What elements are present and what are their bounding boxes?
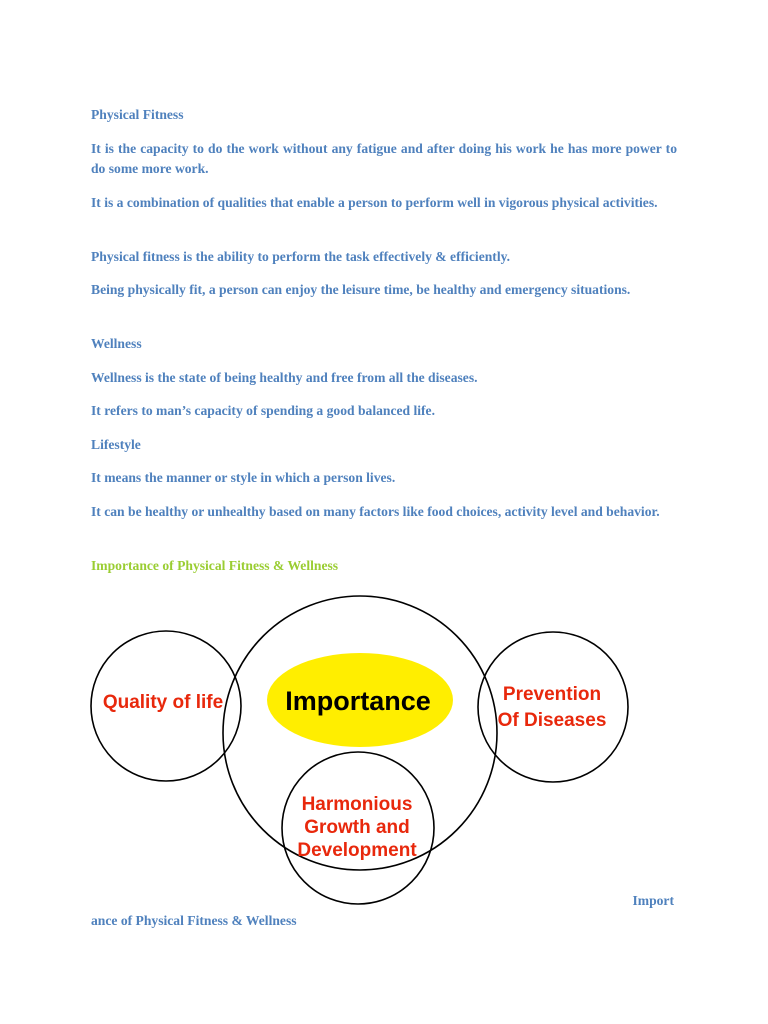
right-label-line-1: Prevention [502, 684, 602, 705]
heading-wellness: Wellness [91, 336, 142, 351]
importance-diagram-svg [0, 580, 768, 910]
bottom-label-line-1: Harmonious [301, 794, 413, 815]
heading-importance: Importance of Physical Fitness & Wellness [91, 558, 339, 573]
physical-fitness-paragraph-1: It is the capacity to do the work without any fatigue and after doing his work he has more power to do some more work. [91, 141, 677, 176]
right-label-line-2: Of Diseases [497, 710, 607, 731]
physical-fitness-paragraph-2: It is a combination of qualities that enable a person to perform well in vigorous physical activities. [91, 195, 658, 210]
importance-diagram [0, 580, 768, 910]
left-label: Quality of life [102, 692, 224, 713]
lifestyle-paragraph-2: It can be healthy or unhealthy based on many factors like food choices, activity level and behavior. [91, 504, 660, 519]
lifestyle-paragraph-1: It means the manner or style in which a person lives. [91, 470, 396, 485]
wellness-paragraph-2: It refers to man’s capacity of spending a good balanced life. [91, 403, 435, 418]
figure-caption-part-1: Import [632, 893, 674, 908]
heading-physical-fitness: Physical Fitness [91, 107, 184, 122]
right-circle [478, 632, 628, 782]
figure-caption-part-2: ance of Physical Fitness & Wellness [91, 913, 297, 928]
wellness-paragraph-1: Wellness is the state of being healthy and free from all the diseases. [91, 370, 478, 385]
bottom-label-line-2: Growth and [304, 817, 410, 838]
bottom-label-line-3: Development [297, 840, 417, 861]
center-label: Importance [285, 686, 431, 716]
physical-fitness-paragraph-4: Being physically fit, a person can enjoy the leisure time, be healthy and emergency situations. [91, 282, 631, 297]
physical-fitness-paragraph-3: Physical fitness is the ability to perform the task effectively & efficiently. [91, 249, 511, 264]
heading-lifestyle: Lifestyle [91, 437, 141, 452]
